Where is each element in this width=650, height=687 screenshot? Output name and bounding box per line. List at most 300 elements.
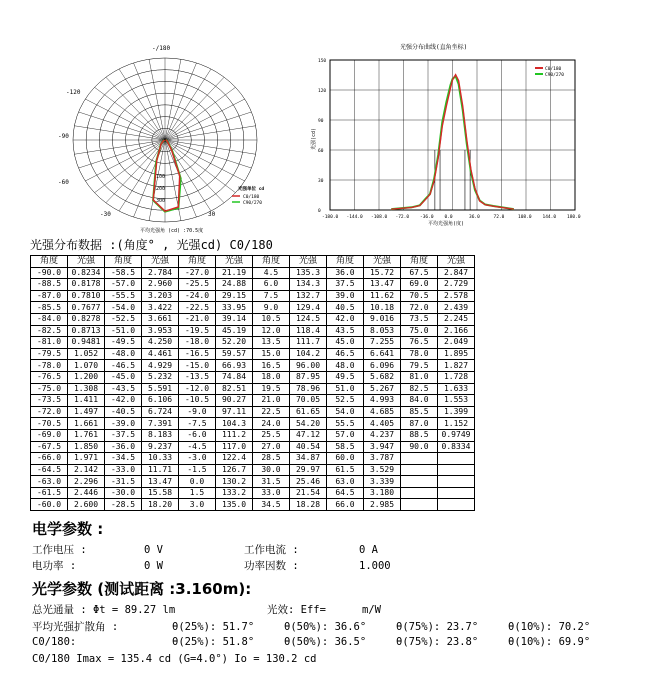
table-cell: 124.5 xyxy=(290,313,327,325)
pf-label: 功率因数 : xyxy=(244,560,299,572)
efficacy-unit: m/W xyxy=(362,604,381,616)
table-cell: 104.3 xyxy=(216,418,253,430)
table-cell: 1.399 xyxy=(438,406,475,418)
spread-50: θ(50%): 36.6° xyxy=(284,621,367,633)
polar-legend-c0: C0/180 xyxy=(243,195,260,200)
table-cell: 3.787 xyxy=(364,453,401,465)
table-cell: 4.250 xyxy=(142,337,179,349)
table-cell: -79.5 xyxy=(31,348,68,360)
table-cell xyxy=(401,476,438,488)
table-cell: 31.5 xyxy=(253,476,290,488)
table-cell: 13.47 xyxy=(364,279,401,291)
table-cell: 61.65 xyxy=(290,406,327,418)
table-row xyxy=(31,302,475,314)
table-cell: 21.19 xyxy=(216,267,253,279)
table-cell: 1.850 xyxy=(68,441,105,453)
optical-row-flux xyxy=(32,602,381,617)
table-cell: 49.5 xyxy=(327,371,364,383)
table-cell: 19.5 xyxy=(253,383,290,395)
table-cell: 1.728 xyxy=(438,371,475,383)
polar-footer: 平均光强角 (cd) :70.5度 xyxy=(140,228,204,234)
table-cell xyxy=(401,487,438,499)
table-cell: -7.5 xyxy=(179,418,216,430)
table-cell: -18.0 xyxy=(179,337,216,349)
table-cell: 87.95 xyxy=(290,371,327,383)
table-cell: 34.87 xyxy=(290,453,327,465)
table-row xyxy=(31,499,475,511)
table-cell: 45.19 xyxy=(216,325,253,337)
table-cell: 90.27 xyxy=(216,395,253,407)
table-header-cell: 角度 xyxy=(401,256,438,268)
polar-label-top: -/180 xyxy=(152,45,171,52)
table-cell: 87.0 xyxy=(401,418,438,430)
table-cell: 4.461 xyxy=(142,348,179,360)
table-cell: 2.600 xyxy=(68,499,105,511)
table-cell xyxy=(438,499,475,511)
table-row xyxy=(31,476,475,488)
table-cell xyxy=(438,464,475,476)
table-cell: 29.97 xyxy=(290,464,327,476)
chart-xlabel: 平均光强角(度) xyxy=(428,221,465,227)
table-cell: 34.5 xyxy=(253,499,290,511)
polar-ring-100: 100 xyxy=(156,174,166,180)
y-tick-label: 150 xyxy=(318,59,327,64)
table-cell: 0.8713 xyxy=(68,325,105,337)
table-cell: -21.0 xyxy=(179,313,216,325)
table-cell: 8.053 xyxy=(364,325,401,337)
table-header-cell: 角度 xyxy=(105,256,142,268)
table-header-row xyxy=(31,256,475,268)
table-cell: 3.947 xyxy=(364,441,401,453)
table-cell: 2.578 xyxy=(438,290,475,302)
table-cell: 2.296 xyxy=(68,476,105,488)
table-cell: 78.96 xyxy=(290,383,327,395)
table-header-cell: 角度 xyxy=(327,256,364,268)
table-cell: -43.5 xyxy=(105,383,142,395)
table-cell xyxy=(438,487,475,499)
table-cell: 82.51 xyxy=(216,383,253,395)
x-tick-label: -72.0 xyxy=(395,215,410,220)
legend-label: C0/180 xyxy=(545,67,562,72)
voltage-label: 工作电压 : xyxy=(32,544,87,556)
table-cell: 39.14 xyxy=(216,313,253,325)
table-body xyxy=(31,267,475,510)
table-cell: -42.0 xyxy=(105,395,142,407)
table-cell: 2.439 xyxy=(438,302,475,314)
table-cell: 111.7 xyxy=(290,337,327,349)
table-cell: 25.5 xyxy=(253,429,290,441)
table-cell: 117.0 xyxy=(216,441,253,453)
table-row xyxy=(31,279,475,291)
table-cell: 135.3 xyxy=(290,267,327,279)
polar-distribution-diagram xyxy=(60,40,270,240)
table-cell: -81.0 xyxy=(31,337,68,349)
c0-50: θ(50%): 36.5° xyxy=(284,636,367,648)
table-cell: 118.4 xyxy=(290,325,327,337)
x-tick-label: -36.0 xyxy=(420,215,434,220)
table-cell: 85.5 xyxy=(401,406,438,418)
table-cell: 1.152 xyxy=(438,418,475,430)
table-cell: 76.5 xyxy=(401,337,438,349)
table-cell: 12.0 xyxy=(253,325,290,337)
table-cell: 9.237 xyxy=(142,441,179,453)
table-cell: -6.0 xyxy=(179,429,216,441)
x-tick-label: 180.0 xyxy=(567,215,581,220)
table-cell xyxy=(401,453,438,465)
table-cell: -61.5 xyxy=(31,487,68,499)
table-cell: 3.529 xyxy=(364,464,401,476)
table-cell: 6.724 xyxy=(142,406,179,418)
table-cell: 42.0 xyxy=(327,313,364,325)
table-cell: -27.0 xyxy=(179,267,216,279)
distribution-table xyxy=(30,255,475,511)
table-cell: 6.0 xyxy=(253,279,290,291)
table-cell: 0.7810 xyxy=(68,290,105,302)
table-cell: 25.46 xyxy=(290,476,327,488)
table-cell: 11.71 xyxy=(142,464,179,476)
table-cell: 1.633 xyxy=(438,383,475,395)
table-cell: 132.7 xyxy=(290,290,327,302)
table-cell: 90.0 xyxy=(401,441,438,453)
table-cell: -58.5 xyxy=(105,267,142,279)
table-cell: 5.591 xyxy=(142,383,179,395)
table-cell: 18.28 xyxy=(290,499,327,511)
table-cell: 59.57 xyxy=(216,348,253,360)
table-cell: 1.5 xyxy=(179,487,216,499)
table-row xyxy=(31,337,475,349)
y-tick-label: 120 xyxy=(318,89,327,94)
table-row xyxy=(31,464,475,476)
table-cell: 1.497 xyxy=(68,406,105,418)
table-cell: 6.096 xyxy=(364,360,401,372)
table-cell: 66.93 xyxy=(216,360,253,372)
table-cell: -82.5 xyxy=(31,325,68,337)
table-cell: 79.5 xyxy=(401,360,438,372)
table-cell: 52.20 xyxy=(216,337,253,349)
table-cell: 33.0 xyxy=(253,487,290,499)
table-cell: -34.5 xyxy=(105,453,142,465)
table-row xyxy=(31,487,475,499)
table-cell xyxy=(401,499,438,511)
y-tick-label: 30 xyxy=(318,179,324,184)
table-cell: 2.245 xyxy=(438,313,475,325)
table-cell xyxy=(401,464,438,476)
table-cell: 52.5 xyxy=(327,395,364,407)
table-cell: 54.20 xyxy=(290,418,327,430)
table-header-cell: 光强 xyxy=(438,256,475,268)
table-cell: 1.200 xyxy=(68,371,105,383)
table-row xyxy=(31,429,475,441)
efficacy-label: 光效: Eff= xyxy=(267,604,326,616)
x-tick-label: 72.0 xyxy=(493,215,505,220)
table-cell: -57.0 xyxy=(105,279,142,291)
table-cell: 2.729 xyxy=(438,279,475,291)
c0-25: θ(25%): 51.8° xyxy=(172,636,255,648)
table-cell: 51.0 xyxy=(327,383,364,395)
table-cell: 82.5 xyxy=(401,383,438,395)
table-cell: 43.5 xyxy=(327,325,364,337)
table-cell: 0.9481 xyxy=(68,337,105,349)
table-cell: -73.5 xyxy=(31,395,68,407)
current-value: 0 A xyxy=(359,544,378,556)
table-cell: -66.0 xyxy=(31,453,68,465)
table-cell: 15.58 xyxy=(142,487,179,499)
table-cell: -37.5 xyxy=(105,429,142,441)
imax-line: C0/180 Imax = 135.4 cd (G=4.0°) Io = 130.2 cd xyxy=(32,653,317,665)
table-cell: 10.33 xyxy=(142,453,179,465)
table-cell: -88.5 xyxy=(31,279,68,291)
table-cell: -48.0 xyxy=(105,348,142,360)
table-cell: 48.0 xyxy=(327,360,364,372)
electrical-row-2 xyxy=(32,558,391,573)
table-cell: 40.5 xyxy=(327,302,364,314)
table-cell: 111.2 xyxy=(216,429,253,441)
table-cell: 21.54 xyxy=(290,487,327,499)
table-cell: 3.0 xyxy=(179,499,216,511)
polar-legend-c90: C90/270 xyxy=(243,201,262,206)
table-cell: 45.0 xyxy=(327,337,364,349)
y-tick-label: 0 xyxy=(318,209,321,214)
table-cell: 6.641 xyxy=(364,348,401,360)
table-row xyxy=(31,371,475,383)
table-cell: 4.993 xyxy=(364,395,401,407)
polar-label-pos30: 30 xyxy=(208,211,216,218)
c0-label: C0/180: xyxy=(32,636,77,648)
electrical-heading: 电学参数 : xyxy=(32,520,104,538)
table-cell: -45.0 xyxy=(105,371,142,383)
table-cell: -24.0 xyxy=(179,290,216,302)
table-cell: 1.553 xyxy=(438,395,475,407)
spread-75: θ(75%): 23.7° xyxy=(396,621,479,633)
table-cell: -12.0 xyxy=(179,383,216,395)
table-cell: 7.391 xyxy=(142,418,179,430)
table-cell: 1.308 xyxy=(68,383,105,395)
y-tick-label: 90 xyxy=(318,119,324,124)
table-cell: 57.0 xyxy=(327,429,364,441)
table-cell: 0.8178 xyxy=(68,279,105,291)
optical-heading: 光学参数 (测试距离 :3.160m): xyxy=(32,580,252,598)
table-cell: 129.4 xyxy=(290,302,327,314)
table-cell: -87.0 xyxy=(31,290,68,302)
table-cell: 36.0 xyxy=(327,267,364,279)
table-cell: 75.0 xyxy=(401,325,438,337)
table-cell: 0.8234 xyxy=(68,267,105,279)
table-cell: 15.72 xyxy=(364,267,401,279)
x-tick-label: 144.0 xyxy=(542,215,557,220)
table-header-cell: 角度 xyxy=(253,256,290,268)
table-cell: 11.62 xyxy=(364,290,401,302)
table-cell: 3.203 xyxy=(142,290,179,302)
table-cell: 3.422 xyxy=(142,302,179,314)
table-header-cell: 光强 xyxy=(68,256,105,268)
table-header-cell: 角度 xyxy=(179,256,216,268)
table-cell: 5.232 xyxy=(142,371,179,383)
table-cell: 60.0 xyxy=(327,453,364,465)
table-cell: 4.685 xyxy=(364,406,401,418)
table-cell: 3.180 xyxy=(364,487,401,499)
table-cell: 88.5 xyxy=(401,429,438,441)
table-cell: 63.0 xyxy=(327,476,364,488)
optical-row-c0 xyxy=(32,636,590,648)
table-cell: 46.5 xyxy=(327,348,364,360)
table-cell: 58.5 xyxy=(327,441,364,453)
table-cell: 40.54 xyxy=(290,441,327,453)
table-cell: -63.0 xyxy=(31,476,68,488)
table-cell: 74.84 xyxy=(216,371,253,383)
table-cell: 5.267 xyxy=(364,383,401,395)
table-cell: 1.052 xyxy=(68,348,105,360)
power-value: 0 W xyxy=(144,560,163,572)
x-tick-label: -108.0 xyxy=(371,215,388,220)
table-header-cell: 光强 xyxy=(142,256,179,268)
table-cell: -70.5 xyxy=(31,418,68,430)
x-tick-label: -180.0 xyxy=(322,215,339,220)
table-cell: -75.0 xyxy=(31,383,68,395)
table-row xyxy=(31,406,475,418)
table-cell: 1.895 xyxy=(438,348,475,360)
table-cell: -10.5 xyxy=(179,395,216,407)
voltage-value: 0 V xyxy=(144,544,163,556)
table-cell: -84.0 xyxy=(31,313,68,325)
table-cell: 2.446 xyxy=(68,487,105,499)
electrical-row-1 xyxy=(32,542,378,557)
table-cell: 67.5 xyxy=(401,267,438,279)
table-cell: 66.0 xyxy=(327,499,364,511)
table-cell: 69.0 xyxy=(401,279,438,291)
table-row xyxy=(31,360,475,372)
table-cell: 7.255 xyxy=(364,337,401,349)
table-cell: 134.3 xyxy=(290,279,327,291)
table-row xyxy=(31,313,475,325)
table-cell: 0.8334 xyxy=(438,441,475,453)
table-cell: 55.5 xyxy=(327,418,364,430)
distribution-heading: 光强分布数据 :(角度° , 光强cd) C0/180 xyxy=(30,238,273,252)
table-cell: -22.5 xyxy=(179,302,216,314)
table-cell: 10.18 xyxy=(364,302,401,314)
table-cell: -51.0 xyxy=(105,325,142,337)
polar-label-120: -120 xyxy=(66,89,81,96)
table-cell: 70.5 xyxy=(401,290,438,302)
polar-ring-300: 300 xyxy=(156,198,166,204)
table-cell: 2.960 xyxy=(142,279,179,291)
table-cell: 2.784 xyxy=(142,267,179,279)
table-cell: 0.7677 xyxy=(68,302,105,314)
table-cell: 4.405 xyxy=(364,418,401,430)
chart-ylabel: 光强(cd) xyxy=(311,127,317,150)
table-cell: -16.5 xyxy=(179,348,216,360)
table-cell: -33.0 xyxy=(105,464,142,476)
legend-label: C90/270 xyxy=(545,73,564,78)
table-cell: -76.5 xyxy=(31,371,68,383)
table-cell: 70.05 xyxy=(290,395,327,407)
y-tick-label: 60 xyxy=(318,149,324,154)
table-cell: 8.183 xyxy=(142,429,179,441)
table-cell: 97.11 xyxy=(216,406,253,418)
table-cell: -1.5 xyxy=(179,464,216,476)
chart-ticks xyxy=(318,58,581,220)
table-cell: 4.237 xyxy=(364,429,401,441)
table-cell: 133.2 xyxy=(216,487,253,499)
table-cell: -9.0 xyxy=(179,406,216,418)
table-cell: -4.5 xyxy=(179,441,216,453)
table-cell: 64.5 xyxy=(327,487,364,499)
table-header-cell: 光强 xyxy=(290,256,327,268)
table-cell: 0.9749 xyxy=(438,429,475,441)
table-cell: -54.0 xyxy=(105,302,142,314)
pf-value: 1.000 xyxy=(359,560,391,572)
table-cell: -46.5 xyxy=(105,360,142,372)
table-cell: -36.0 xyxy=(105,441,142,453)
table-cell: -49.5 xyxy=(105,337,142,349)
table-cell: -64.5 xyxy=(31,464,68,476)
table-cell: 24.0 xyxy=(253,418,290,430)
table-cell: 5.682 xyxy=(364,371,401,383)
table-row xyxy=(31,383,475,395)
polar-label-30: -30 xyxy=(100,211,111,218)
table-cell: 135.0 xyxy=(216,499,253,511)
x-tick-label: 0.0 xyxy=(444,215,453,220)
table-cell: 18.20 xyxy=(142,499,179,511)
table-cell: 33.95 xyxy=(216,302,253,314)
polar-label-90: -90 xyxy=(58,133,69,140)
polar-legend xyxy=(232,185,264,206)
table-cell: 0.0 xyxy=(179,476,216,488)
table-cell: 15.0 xyxy=(253,348,290,360)
table-cell: 7.5 xyxy=(253,290,290,302)
table-cell: 1.661 xyxy=(68,418,105,430)
table-cell: -55.5 xyxy=(105,290,142,302)
table-cell: 1.411 xyxy=(68,395,105,407)
table-header-cell: 角度 xyxy=(31,256,68,268)
table-cell: 13.47 xyxy=(142,476,179,488)
table-cell: 1.070 xyxy=(68,360,105,372)
table-cell: -15.0 xyxy=(179,360,216,372)
table-cell: 2.049 xyxy=(438,337,475,349)
table-cell: -19.5 xyxy=(179,325,216,337)
spread-10: θ(10%): 70.2° xyxy=(508,621,591,633)
table-cell xyxy=(438,476,475,488)
table-cell: 61.5 xyxy=(327,464,364,476)
table-cell: 122.4 xyxy=(216,453,253,465)
table-cell: 24.88 xyxy=(216,279,253,291)
table-cell: -30.0 xyxy=(105,487,142,499)
table-cell: 2.166 xyxy=(438,325,475,337)
table-cell xyxy=(438,453,475,465)
chart-legend xyxy=(535,66,564,78)
table-cell: 3.661 xyxy=(142,313,179,325)
table-cell: 2.985 xyxy=(364,499,401,511)
table-cell: 21.0 xyxy=(253,395,290,407)
flux-label: 总光通量 : Φt = 89.27 lm xyxy=(32,604,176,616)
table-cell: -69.0 xyxy=(31,429,68,441)
table-cell: 104.2 xyxy=(290,348,327,360)
table-cell: 54.0 xyxy=(327,406,364,418)
table-cell: -78.0 xyxy=(31,360,68,372)
table-cell: 2.847 xyxy=(438,267,475,279)
table-cell: -40.5 xyxy=(105,406,142,418)
table-cell: 13.5 xyxy=(253,337,290,349)
spread-25: θ(25%): 51.7° xyxy=(172,621,255,633)
polar-label-60: -60 xyxy=(58,179,69,186)
table-cell: 9.016 xyxy=(364,313,401,325)
x-tick-label: 108.0 xyxy=(518,215,532,220)
table-cell: 30.0 xyxy=(253,464,290,476)
table-cell: -60.0 xyxy=(31,499,68,511)
table-cell: -90.0 xyxy=(31,267,68,279)
optical-row-spread xyxy=(32,619,590,634)
table-cell: 78.0 xyxy=(401,348,438,360)
table-cell: 4.5 xyxy=(253,267,290,279)
